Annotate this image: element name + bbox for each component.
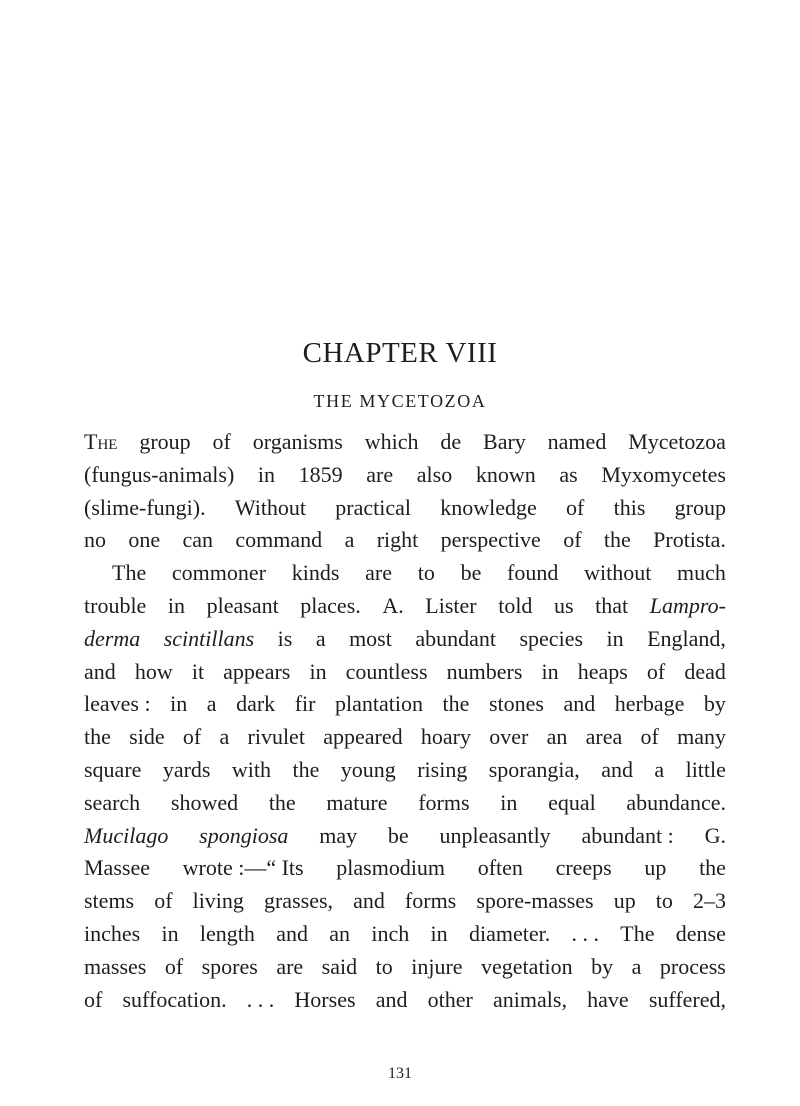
word: be [460,560,482,586]
word: abundance. [626,789,726,815]
word: in [167,592,186,618]
word: us [554,592,574,618]
text-line [84,426,726,459]
text-line [84,557,726,590]
text-line [84,984,726,1017]
word: of [640,724,659,750]
word: forms [418,789,470,815]
word: . . . [571,920,599,946]
word: a [219,724,230,750]
text-line [84,492,726,525]
word: spore-masses [476,888,594,914]
word: a [654,756,665,782]
word: is [277,625,293,651]
word: to [417,560,435,586]
word: young [340,756,396,782]
text-line [84,754,726,787]
word: sporangia, [488,756,580,782]
word: of [563,527,582,553]
word: in [541,658,559,684]
word: that [595,592,629,618]
text-line [84,623,726,656]
text-line [84,721,726,754]
word: the [268,789,296,815]
word: can [182,527,214,553]
text-line [84,820,726,853]
word: in [257,461,276,487]
word: knowledge [440,494,537,520]
word: suffocation. [122,986,227,1012]
word: stems [84,888,135,914]
word: organisms [252,429,343,454]
word: process [659,953,726,979]
word: told [498,592,533,618]
word: scintillans [163,625,255,651]
word: commoner [171,560,267,586]
word: of [154,888,173,914]
word: trouble [84,592,147,618]
text-line [84,951,726,984]
word: Protista. [653,527,726,553]
word: said [321,953,358,979]
word: Horses [294,986,356,1012]
word: appears [223,658,291,684]
word: to [375,953,393,979]
word: how [134,658,173,684]
word: Massee [84,855,150,881]
word: (fungus-animals) [84,461,235,487]
word: 2–3 [692,888,726,914]
word: of [182,724,202,750]
word: Without [234,494,307,520]
word: many [677,724,726,750]
word: by [703,691,726,717]
chapter-subtitle: THE MYCETOZOA [313,391,487,411]
word: the [442,691,470,717]
word: a [206,691,217,717]
word: Myxomycetes [601,461,726,487]
word: herbage [614,691,685,717]
text-line [84,787,726,820]
word: named [547,429,607,454]
word: perspective [440,527,541,553]
word: Lister [425,592,477,618]
word: (slime-fungi). [84,494,206,520]
word: to [655,888,673,914]
word: heaps [577,658,628,684]
word: of [566,494,585,520]
word: are [276,953,304,979]
word: the [84,724,111,750]
word: creeps [555,855,612,881]
chapter-heading: CHAPTER VIII [302,337,498,369]
text-line [84,852,726,885]
word: de [440,429,462,454]
word: abundant : [581,822,674,848]
word: The [84,429,118,454]
word: derma [84,625,141,651]
word: animals, [493,986,567,1012]
word: known [475,461,536,487]
word: grasses, [263,888,334,914]
body-text [84,426,726,1016]
word: of [212,429,231,454]
word: plantation [335,691,423,717]
word: in [430,920,448,946]
word: it [191,658,205,684]
word: spores [201,953,258,979]
word: and [601,756,633,782]
word: Mucilago [84,822,169,848]
word: The [112,560,147,586]
word: area [585,724,623,750]
word: search [84,789,141,815]
word: species [519,625,584,651]
text-line [84,459,726,492]
word: wrote :—“ Its [182,855,304,881]
word: dense [675,920,726,946]
word: command [235,527,323,553]
word: and [276,920,308,946]
word: and [375,986,408,1012]
word: diameter. [468,920,551,946]
word: the [699,855,726,881]
word: dark [236,691,276,717]
word: unpleasantly [439,822,551,848]
word: spongiosa [199,822,289,848]
word: have [587,986,629,1012]
word: found [507,560,559,586]
text-line [84,656,726,689]
word: plasmodium [336,855,446,881]
word: practical [335,494,412,520]
word: Bary [483,429,526,454]
page-number: 131 [388,1065,412,1082]
word: an [546,724,568,750]
word: injure [411,953,463,979]
word: an [329,920,351,946]
word: . . . [246,986,275,1012]
word: a [315,625,326,651]
word: places. [300,592,361,618]
word: this [613,494,646,520]
text-line [84,918,726,951]
word: group [674,494,726,520]
word: in [606,625,624,651]
word: with [231,756,272,782]
word: abundant [415,625,496,651]
word: which [364,429,419,454]
word: right [376,527,419,553]
word: G. [704,822,726,848]
word: also [416,461,453,487]
word: England, [647,625,726,651]
word: dead [684,658,726,684]
word: of [646,658,666,684]
word: the [603,527,631,553]
word: and [84,658,116,684]
word: side [129,724,165,750]
word: may [319,822,358,848]
word: are [365,560,392,586]
word: A. [382,592,404,618]
word: up [613,888,636,914]
word: inches [84,920,141,946]
word: little [685,756,726,782]
word: Mycetozoa [628,429,726,454]
word: without [584,560,652,586]
word: of [164,953,184,979]
word: in [170,691,188,717]
word: inch [371,920,410,946]
text-line [84,524,726,557]
word: kinds [291,560,340,586]
word: yards [162,756,211,782]
word: a [631,953,642,979]
word: often [477,855,523,881]
word: rivulet [247,724,305,750]
word: showed [170,789,239,815]
word: appeared [323,724,403,750]
word: mature [326,789,388,815]
word: length [199,920,255,946]
text-line [84,688,726,721]
word: other [427,986,473,1012]
word: as [559,461,578,487]
word: and [563,691,596,717]
word: a [344,527,355,553]
word: square [84,756,142,782]
word: most [349,625,392,651]
text-line [84,590,726,623]
word: leaves : [84,691,151,717]
word: much [677,560,726,586]
word: be [387,822,409,848]
word: up [644,855,667,881]
word: suffered, [648,986,726,1012]
word: the [292,756,320,782]
word: countless [345,658,428,684]
word: Lampro- [649,592,726,618]
word: vegetation [481,953,573,979]
word: one [128,527,161,553]
word: in [161,920,179,946]
word: by [591,953,614,979]
word: fir [294,691,316,717]
word: in [500,789,518,815]
word: The [620,920,655,946]
word: numbers [446,658,523,684]
word: in [309,658,327,684]
text-line [84,885,726,918]
word: living [192,888,244,914]
word: pleasant [206,592,279,618]
word: forms [404,888,457,914]
word: rising [417,756,468,782]
word: no [84,527,106,553]
word: stones [488,691,544,717]
word: equal [548,789,596,815]
word: are [366,461,394,487]
word: and [353,888,385,914]
word: masses [84,953,147,979]
word: hoary [420,724,471,750]
word: of [84,986,103,1012]
word: 1859 [298,461,343,487]
word: group [139,429,191,454]
word: over [489,724,529,750]
